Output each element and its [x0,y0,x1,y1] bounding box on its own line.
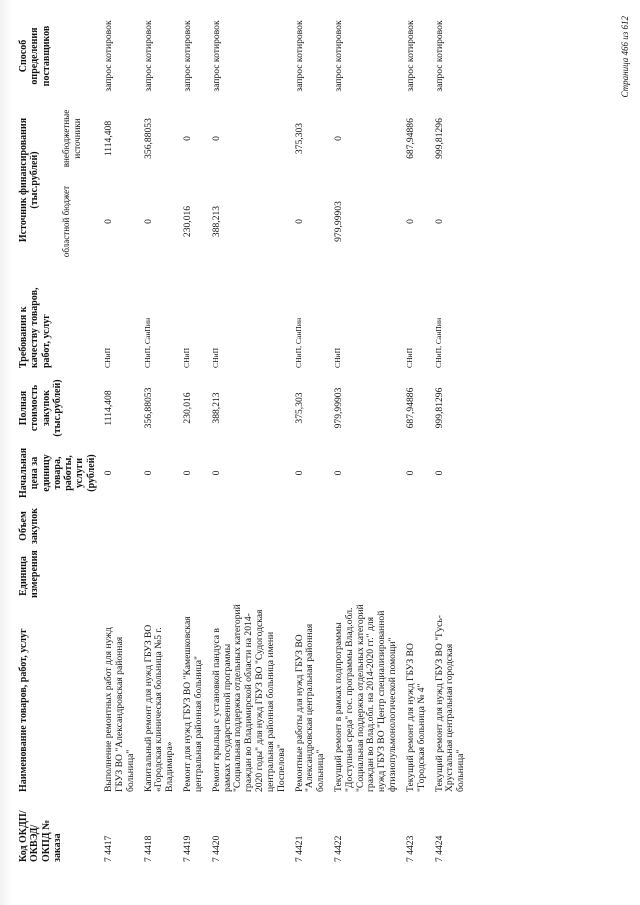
header-volume: Объем закупок [18,507,41,545]
row-code: 7 4424 [433,835,445,862]
row-price: 0 [293,470,305,476]
row-regional-budget: 0 [103,219,115,224]
row-method: запрос котировок [182,20,194,92]
row-requirements: СНиП, СанПин [142,317,152,368]
row-price: 0 [210,470,222,476]
row-volume [139,501,178,551]
row-cost: 999,81296 [433,387,445,429]
row-requirements: СНиП, СанПин [293,317,303,368]
header-regional-budget: областной бюджет [61,185,72,258]
row-volume [290,501,329,551]
table-row [99,15,138,865]
row-requirements: СНиП [182,347,192,368]
row-regional-budget: 230,016 [182,205,194,238]
row-cost: 979,99903 [332,387,344,429]
header-name: Наименование товаров, работ, услуг [18,628,29,792]
header-cost: Полная стоимость закупок (тыс.рублей) [18,379,63,437]
row-unit [139,551,178,601]
row-cost: 388,213 [210,392,222,424]
row-name: Текущий ремонт для нужд ГБУЗ ВО "Городская больница № 4" [404,643,427,792]
row-name: Выполнение ремонтных работ для нужд ГБУЗ ВО "Александровская районная больница" [103,627,136,792]
row-extrabudget: 356,88053 [142,118,154,159]
row-cost: 1114,408 [103,390,115,426]
row-code: 7 4417 [103,835,115,862]
row-cost: 687,94886 [404,387,416,429]
row-requirements: СНиП, СанПин [433,317,443,368]
row-unit [207,551,290,601]
table-row [139,15,178,865]
table-row [178,15,207,865]
header-extrabudget: внебюджетные источники [61,109,82,168]
row-method: запрос котировок [433,20,445,92]
row-unit [99,551,138,601]
row-name: Капитальный ремонт для нужд ГБУЗ ВО «Городская клиническая больница №5 г. Владимира» [142,624,176,792]
row-volume [401,501,430,551]
row-cost: 230,016 [182,392,194,424]
row-cost: 356,88053 [142,387,154,429]
row-requirements: СНиП [103,347,113,368]
row-name: Текущий ремонт для нужд ГБУЗ ВО "Гусь-Хрустальная центральная городская больница" [433,614,467,792]
table-row [207,15,290,865]
row-extrabudget: 375,303 [293,122,305,155]
row-price: 0 [142,470,154,476]
row-regional-budget: 0 [433,219,445,224]
row-unit [401,551,430,601]
row-regional-budget: 0 [142,219,154,224]
row-name: Ремонт крыльца с установкой пандуса в рамках государственной программы "Социальная поддержка отдельных категорий граждан во Владимирской области на 2014-2020 годы" для нужд ГБУЗ ВО "Судогодская центральная районная больница имени Поспелова" [210,604,287,792]
row-unit [178,551,207,601]
row-name: Текущий ремонт в рамках подпрограммы "Доступная среда" гос. программы Влад.обл. "Социальная поддержка отдельных категорий граждан во Влад.обл. на 2014-2020 гг." для нужд ГБУЗ ВО "Центр специализированной фтизиопульмонологической помощи" [332,604,399,792]
header-code: Код ОКДП/ ОКВЭД/ ОКПД № заказа [18,810,63,862]
row-name: Ремонт для нужд ГБУЗ ВО "Камешковская центральная районная больница" [182,616,204,792]
row-code: 7 4419 [182,835,194,862]
header-requirements: Требования к качеству товаров, работ, услуг [18,287,52,368]
row-code: 7 4422 [332,835,344,862]
row-code: 7 4421 [293,835,305,862]
row-volume [430,501,469,551]
row-method: запрос котировок [103,20,115,92]
header-row [16,15,59,865]
table-row [290,15,329,865]
row-unit [329,551,401,601]
table-row [430,15,469,865]
row-extrabudget: 1114,408 [103,120,115,157]
row-price: 0 [404,470,416,476]
row-volume [207,501,290,551]
row-price: 0 [103,470,115,476]
row-code: 7 4418 [142,835,154,862]
row-method: запрос котировок [210,20,222,92]
row-code: 7 4423 [404,835,416,862]
page-number: Страница 466 из 612 [620,16,630,98]
row-volume [178,501,207,551]
row-code: 7 4420 [210,835,222,862]
row-extrabudget: 687,94886 [404,118,416,159]
row-method: запрос котировок [332,20,344,92]
row-requirements: СНиП [332,347,342,368]
row-method: запрос котировок [293,20,305,92]
header-method: Способ определения поставщиков [18,25,52,87]
row-name: Ремонтные работы для нужд ГБУЗ ВО "Александровская центральная районная больница" [293,623,327,792]
row-method: запрос котировок [142,20,154,92]
row-requirements: СНиП [210,347,220,368]
row-regional-budget: 0 [404,219,416,224]
row-extrabudget: 0 [332,136,344,141]
row-unit [290,551,329,601]
row-regional-budget: 979,99903 [332,201,344,242]
table-body [99,15,469,865]
row-price: 0 [433,470,445,476]
row-volume [329,501,401,551]
row-method: запрос котировок [404,20,416,92]
row-cost: 375,303 [293,392,305,424]
row-extrabudget: 999,81296 [433,118,445,159]
row-unit [430,551,469,601]
row-regional-budget: 0 [293,219,305,224]
row-price: 0 [332,470,344,476]
procurement-table [16,15,469,865]
row-price: 0 [182,470,194,476]
row-regional-budget: 388,213 [210,205,222,238]
header-unit: Единица измерения [18,550,41,598]
row-requirements: СНиП [404,347,414,368]
header-price: Начальная цена за единицу товара, работы, услуги (рублей) [18,447,97,498]
row-extrabudget: 0 [182,136,194,141]
header-financing: Источник финансирования (тыс.рублей) [18,117,41,243]
table-row [401,15,430,865]
table-row [329,15,401,865]
row-volume [99,501,138,551]
row-extrabudget: 0 [210,136,222,141]
